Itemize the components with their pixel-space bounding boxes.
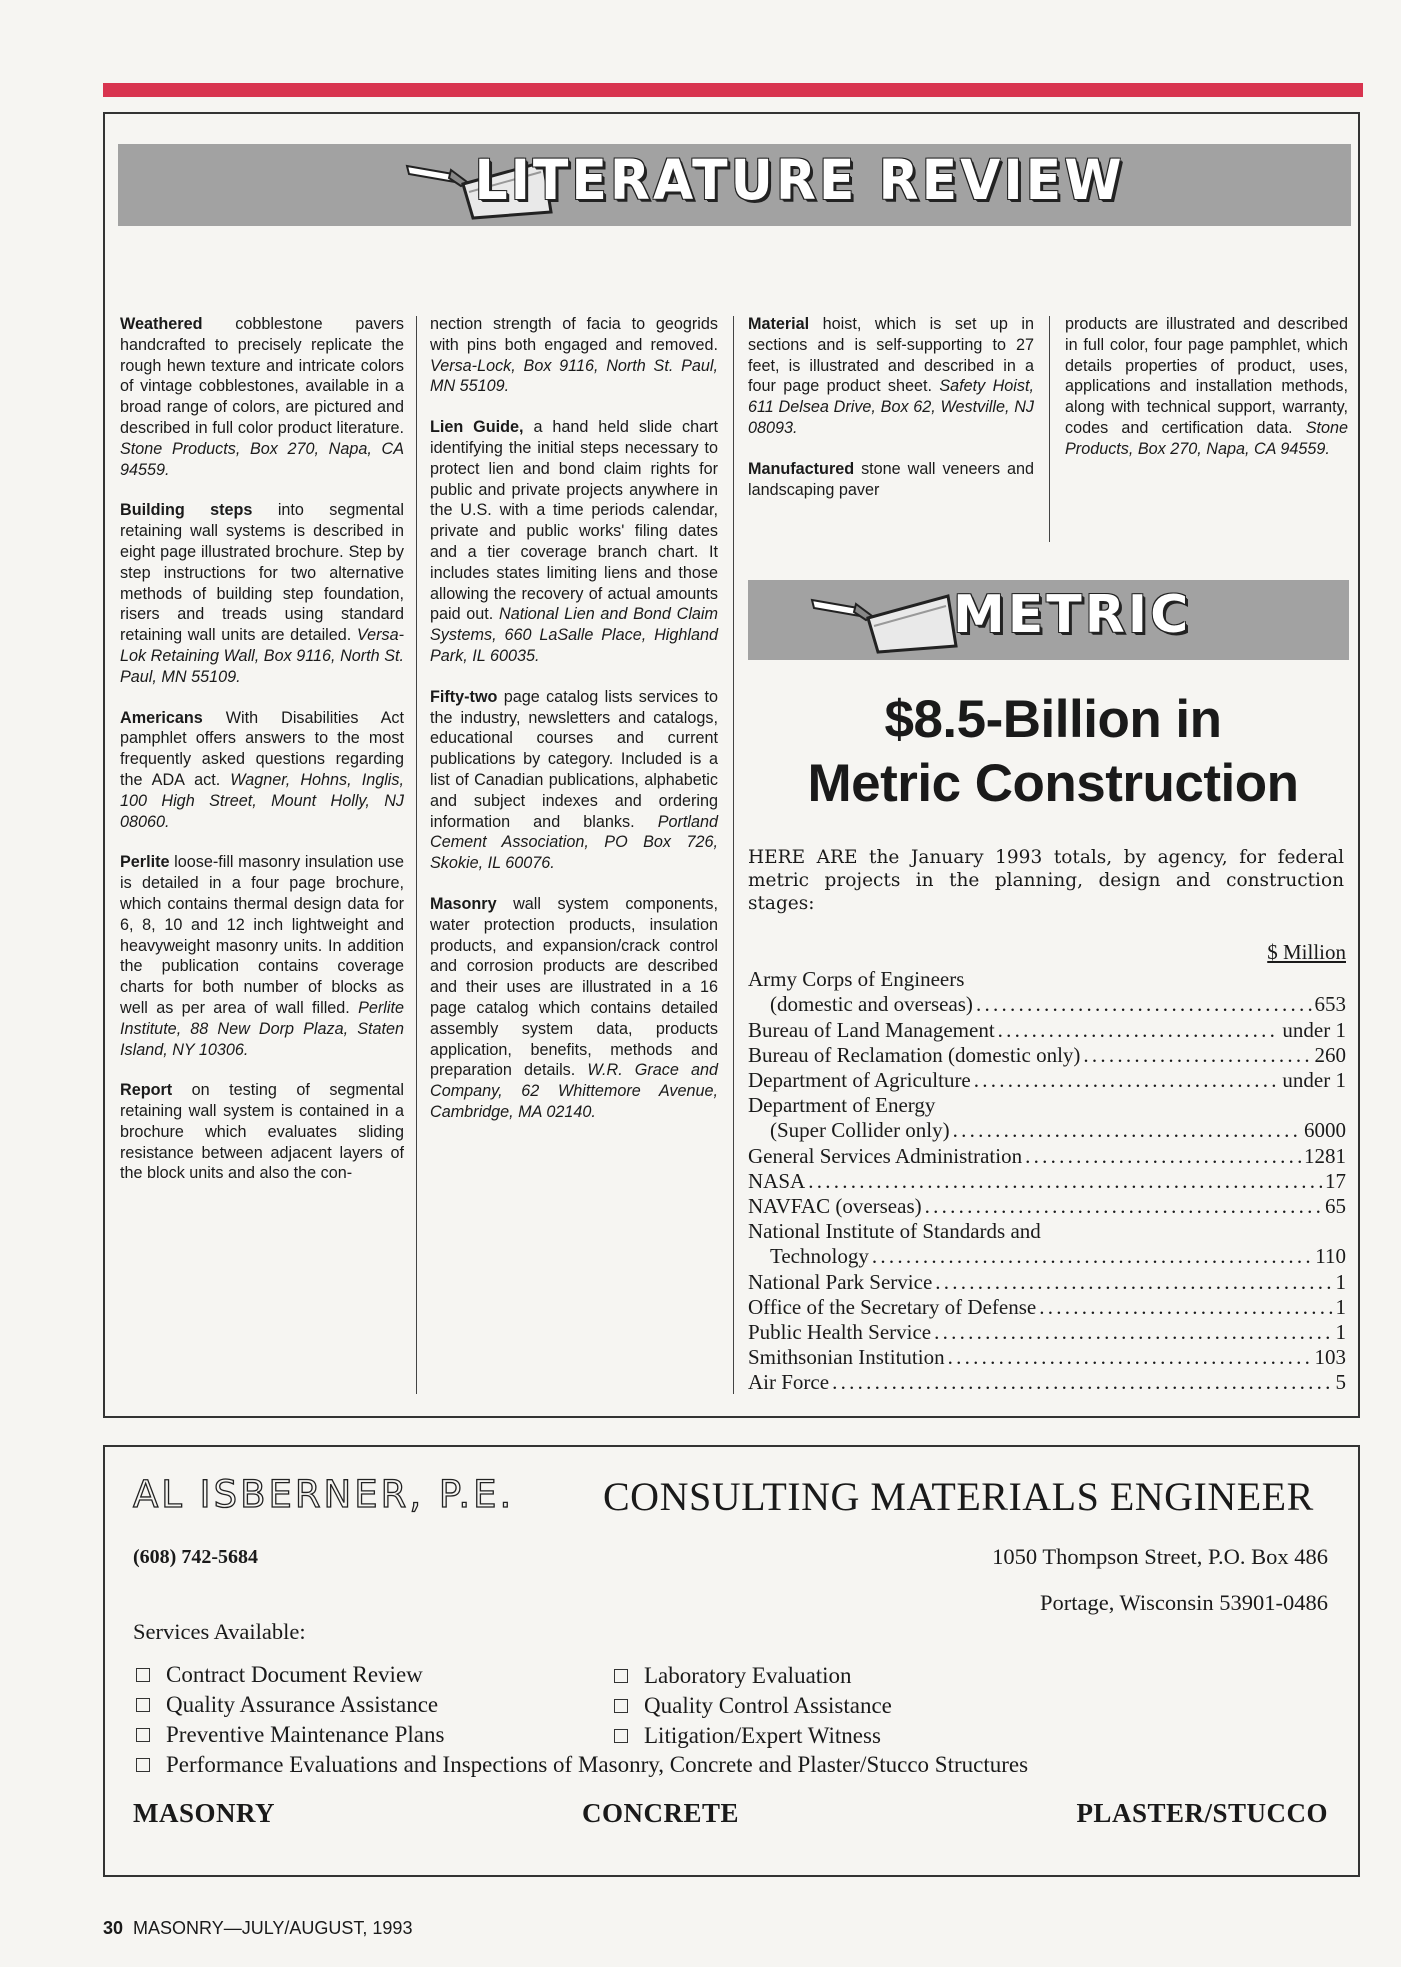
checkbox-icon	[136, 1668, 150, 1682]
agency-heading: Army Corps of Engineers	[748, 967, 965, 992]
agency-row	[748, 992, 1346, 1017]
entry-body: nection strength of facia to geogrids with pins both engaged and removed.	[430, 315, 718, 354]
entry-source: Wagner, Hohns, Inglis, 100 High Street, Mount Holly, NJ 08060.	[120, 770, 404, 831]
literature-review-title: LITERATURE REVIEW	[474, 149, 1125, 213]
agency-row	[748, 1118, 1346, 1143]
agency-row	[748, 1144, 1346, 1169]
review-entry	[120, 708, 404, 833]
entry-body: on testing of segmental retaining wall system is contained in a brochure which evaluates sliding resistance between adjacent layers of the block units and also the con-	[120, 1081, 404, 1183]
column-divider	[416, 316, 417, 1394]
agency-heading: Department of Energy	[748, 1093, 936, 1118]
trowel-icon	[808, 586, 958, 656]
metric-table	[748, 940, 1346, 1396]
agency-label: Public Health Service	[748, 1320, 932, 1345]
dot-leader	[934, 1320, 1332, 1345]
checkbox-icon	[136, 1758, 150, 1772]
agency-row	[748, 1068, 1346, 1093]
ad-address-line-1: 1050 Thompson Street, P.O. Box 486	[992, 1544, 1328, 1569]
agency-row	[748, 1169, 1346, 1194]
agency-value: 260	[1314, 1042, 1346, 1067]
ad-name: AL ISBERNER, P.E.	[133, 1473, 515, 1516]
agency-row	[748, 1295, 1346, 1320]
entry-body: stone wall veneers and landscaping paver	[748, 459, 1034, 499]
headline-line-1: $8.5-Billion in	[884, 690, 1222, 749]
service-item: Laboratory Evaluation	[614, 1663, 852, 1689]
ad-address-line-2: Portage, Wisconsin 53901-0486	[1039, 1590, 1328, 1615]
dot-leader	[832, 1370, 1332, 1395]
service-item: Preventive Maintenance Plans	[136, 1722, 444, 1748]
entry-body: a hand held slide chart identifying the initial steps necessary to protect lien and bond claim rights for public and private projects anywhere in the U.S. with a time periods calendar, private and public works' filing dates and a tier coverage branch chart. It includes states limiting liens and those allowing the recovery of actual amounts paid out.	[430, 418, 719, 624]
agency-label: NASA	[748, 1168, 806, 1193]
checkbox-icon	[614, 1699, 628, 1713]
page-footer	[103, 1918, 412, 1939]
service-item: Quality Control Assistance	[614, 1693, 892, 1719]
dot-leader	[1083, 1043, 1311, 1068]
service-item: Contract Document Review	[136, 1662, 423, 1688]
agency-label: Bureau of Reclamation (domestic only)	[748, 1042, 1081, 1067]
entry-lead: Weathered	[120, 315, 203, 333]
agency-value: 103	[1314, 1345, 1346, 1370]
review-column-4	[1065, 314, 1348, 460]
dot-leader	[935, 1270, 1332, 1295]
metric-intro: HERE ARE the January 1993 totals, by agency, for federal metric projects in the planning, design and construction stages:	[748, 847, 1344, 914]
agency-value: 6000	[1304, 1118, 1346, 1143]
dot-leader	[948, 1345, 1312, 1370]
entry-body: loose-fill masonry insulation use is detailed in a four page brochure, which contains thermal design data for 6, 8, 10 and 12 inch lightweight and heavyweight masonry units. In addition the publication contains coverage charts for both number of blocks as well as per area of wall filled.	[120, 853, 404, 1017]
checkbox-icon	[614, 1729, 628, 1743]
metric-title: METRIC	[953, 585, 1192, 645]
agency-value: under 1	[1282, 1068, 1346, 1093]
column-divider	[1049, 316, 1050, 542]
review-entry	[748, 459, 1034, 501]
entry-body: into segmental retaining wall systems is described in eight page illustrated brochure. Step by step instructions for two alternative methods of building step foundation, risers and treads using standard retaining wall units are detailed.	[120, 501, 404, 645]
agency-label: Department of Agriculture	[748, 1068, 971, 1093]
entry-body: products are illustrated and described in full color, four page pamphlet, which details properties of product, uses, applications and installation methods, along with technical support, warranty, codes and certification data.	[1065, 315, 1348, 437]
entry-lead: Perlite	[120, 853, 170, 872]
checkbox-icon	[136, 1728, 150, 1742]
service-item: Quality Assurance Assistance	[136, 1692, 438, 1718]
review-entry	[748, 314, 1034, 439]
category-plaster-stucco: PLASTER/STUCCO	[1076, 1798, 1328, 1828]
agency-row	[748, 1320, 1346, 1345]
column-divider	[733, 316, 734, 1394]
agency-value: 5	[1335, 1370, 1346, 1395]
agency-row	[748, 1018, 1346, 1043]
agency-heading: National Institute of Standards and	[748, 1219, 1041, 1244]
agency-value: 65	[1325, 1194, 1346, 1219]
agency-value: 17	[1325, 1168, 1346, 1193]
agency-row	[748, 1244, 1346, 1269]
agency-label: Bureau of Land Management	[748, 1017, 995, 1042]
review-entry	[1065, 314, 1348, 460]
dot-leader	[808, 1169, 1322, 1194]
agency-value: 110	[1315, 1244, 1346, 1269]
agency-label: Technology	[770, 1244, 869, 1269]
agency-row	[748, 1370, 1346, 1395]
agency-row	[748, 1043, 1346, 1068]
entry-source: Stone Products, Box 270, Napa, CA 94559.	[120, 439, 404, 479]
headline-line-2: Metric Construction	[807, 754, 1299, 813]
checkbox-icon	[136, 1698, 150, 1712]
publication-name: MASONRY—JULY/AUGUST, 1993	[133, 1918, 413, 1938]
entry-source: Versa-Lok Retaining Wall, Box 9116, North St. Paul, MN 55109.	[120, 626, 404, 686]
entry-body: With Disabilities Act pamphlet offers answers to the most frequently asked questions regarding the ADA act.	[120, 708, 404, 789]
category-masonry: MASONRY	[133, 1798, 276, 1828]
review-entry	[430, 314, 718, 397]
review-entry	[120, 1080, 404, 1184]
agency-value: 653	[1314, 992, 1346, 1017]
entry-lead: Lien Guide,	[430, 418, 524, 437]
entry-body: page catalog lists services to the industry, newsletters and catalogs, educational courses and current publications by category. Included is a list of Canadian publications, alphabetic and subject indexes and ordering information and blanks.	[430, 687, 718, 831]
service-item: Litigation/Expert Witness	[614, 1723, 881, 1749]
dot-leader	[953, 1118, 1301, 1143]
review-entry	[120, 500, 404, 687]
metric-banner	[748, 580, 1349, 660]
agency-label: NAVFAC (overseas)	[748, 1194, 922, 1219]
entry-lead: Building steps	[120, 501, 253, 520]
review-entry	[430, 894, 718, 1123]
review-column-3	[748, 314, 1034, 500]
agency-label: (Super Collider only)	[770, 1118, 950, 1143]
literature-review-banner	[118, 144, 1351, 226]
review-column-1	[120, 314, 404, 1184]
entry-source: Portland Cement Association, PO Box 726, Skokie, IL 60076.	[430, 812, 718, 873]
agency-value: under 1	[1282, 1017, 1346, 1042]
dot-leader	[1039, 1295, 1332, 1320]
dot-leader	[872, 1244, 1312, 1269]
entry-lead: Material	[748, 315, 810, 333]
entry-body: wall system components, water protection products, insulation products, and expansion/crack control and corrosion products are described and their uses are illustrated in a 16 page catalog which contains detailed assembly system data, products application, benefits, methods and preparation details.	[430, 894, 718, 1080]
entry-source: Perlite Institute, 88 New Dorp Plaza, Staten Island, NY 10306.	[120, 998, 404, 1059]
checkbox-icon	[614, 1669, 628, 1683]
agency-row	[748, 1194, 1346, 1219]
entry-body: cobblestone pavers handcrafted to precisely replicate the rough hewn texture and intricate colors of vintage cobblestones, available in a broad range of colors, are pictured and described in full color product literature.	[120, 315, 404, 437]
review-entry	[120, 852, 404, 1060]
review-entry	[430, 687, 718, 874]
dot-leader	[925, 1194, 1322, 1219]
agency-label: Smithsonian Institution	[748, 1345, 945, 1370]
agency-value: 1	[1335, 1294, 1346, 1319]
entry-lead: Americans	[120, 708, 203, 727]
unit-header: $ Million	[1267, 940, 1346, 964]
entry-lead: Report	[120, 1081, 173, 1100]
dot-leader	[976, 992, 1312, 1017]
entry-source: Versa-Lock, Box 9116, North St. Paul, MN 55109.	[430, 356, 718, 396]
agency-row	[748, 1345, 1346, 1370]
dot-leader	[998, 1018, 1280, 1043]
page-number: 30	[103, 1918, 124, 1938]
review-entry	[430, 417, 718, 667]
agency-value: 1	[1335, 1269, 1346, 1294]
ad-title: CONSULTING MATERIALS ENGINEER	[603, 1474, 1314, 1519]
entry-source: Stone Products, Box 270, Napa, CA 94559.	[1065, 418, 1348, 458]
entry-lead: Manufactured	[748, 459, 855, 478]
entry-source: National Lien and Bond Claim Systems, 660 LaSalle Place, Highland Park, IL 60035.	[430, 605, 718, 665]
agency-label: Office of the Secretary of Defense	[748, 1294, 1037, 1319]
agency-label: (domestic and overseas)	[770, 992, 973, 1017]
services-label: Services Available:	[133, 1619, 306, 1644]
entry-lead: Masonry	[430, 894, 497, 913]
top-red-rule	[103, 83, 1363, 97]
entry-source: Safety Hoist, 611 Delsea Drive, Box 62, Westville, NJ 08093.	[748, 377, 1034, 437]
agency-label: Air Force	[748, 1370, 830, 1395]
entry-lead: Fifty-two	[430, 687, 498, 706]
dot-leader	[1025, 1144, 1301, 1169]
category-concrete: CONCRETE	[582, 1798, 740, 1828]
entry-source: W.R. Grace and Company, 62 Whittemore Avenue, Cambridge, MA 02140.	[430, 1061, 718, 1121]
ad-phone: (608) 742-5684	[133, 1546, 258, 1568]
agency-label: National Park Service	[748, 1269, 933, 1294]
entry-body: hoist, which is set up in sections and is self-supporting to 27 feet, is illustrated and described in a four page product sheet.	[748, 315, 1034, 396]
agency-label: General Services Administration	[748, 1143, 1023, 1168]
agency-row	[748, 1270, 1346, 1295]
review-column-2	[430, 314, 718, 1123]
dot-leader	[974, 1068, 1280, 1093]
agency-value: 1	[1335, 1320, 1346, 1345]
metric-headline	[748, 688, 1358, 816]
agency-value: 1281	[1304, 1143, 1346, 1168]
review-entry	[120, 314, 404, 480]
service-item: Performance Evaluations and Inspections of Masonry, Concrete and Plaster/Stucco Structures	[136, 1752, 1028, 1778]
